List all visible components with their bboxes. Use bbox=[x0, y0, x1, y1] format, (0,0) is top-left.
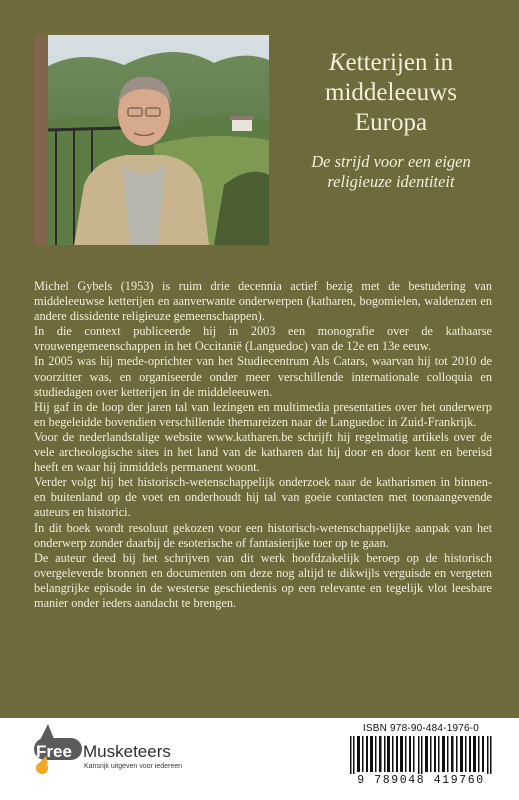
author-bio bbox=[34, 279, 492, 611]
bio-paragraph: In dit boek wordt resoluut gekozen voor een historisch-wetenschappelijke aanpak van het onderwerp zonder daarbij de esoterische of fantasierijke toer op te gaan. bbox=[34, 520, 492, 550]
title-initial: K bbox=[328, 49, 346, 76]
bio-paragraph: Verder volgt hij het historisch-wetenschappelijk onderzoek naar de katharismen in binnen- en buitenland op de voet en onderhoudt hij tal van goeie contacten met toonaangevende auteurs en historici. bbox=[34, 475, 492, 520]
bio-paragraph: Michel Gybels (1953) is ruim drie decennia actief bezig met de bestudering van middeleeuwse ketterijen en aanverwante onderwerpen (katharen, bogomielen, waldenzen en andere dissidente religieuze gemeenschappen). bbox=[34, 279, 492, 324]
title-line2: middeleeuws bbox=[325, 79, 457, 106]
barcode-digits: 9 789048 419760 bbox=[336, 774, 506, 787]
author-photo bbox=[34, 35, 269, 245]
title-block bbox=[288, 48, 494, 192]
publisher-name-free: Free bbox=[36, 742, 72, 761]
title-line1-rest: etterijen in bbox=[345, 49, 454, 76]
bio-paragraph: De auteur deed bij het schrijven van dit werk hoofdzakelijk beroep op de historisch overgeleverde bronnen en documenten om deze nog altijd te dikwijls verguisde en vergeten belangrijke episode in de westerse geschiedenis op een relevante en tegelijk vlot leesbare manier onder ieders aandacht te brengen. bbox=[34, 550, 492, 610]
author-photo-illustration bbox=[34, 35, 269, 245]
title-line3: Europa bbox=[354, 109, 428, 136]
bio-paragraph: Voor de nederlandstalige website www.katharen.be schrijft hij regelmatig artikels over de vele archeologische sites in het land van de katharen dat hij door en door kent en bereisd heeft en waar hij inmiddels permanent woont. bbox=[34, 429, 492, 475]
barcode bbox=[340, 736, 502, 776]
subtitle-line2: religieuze identiteit bbox=[327, 172, 455, 191]
book-title bbox=[288, 48, 494, 138]
book-subtitle bbox=[288, 152, 494, 192]
bio-paragraph: Hij gaf in de loop der jaren tal van lezingen en multimedia presentaties over het onderwerp en begeleidde bovendien verschillende themareizen naar de Languedoc in Zuid-Frankrijk. bbox=[34, 399, 492, 429]
bio-paragraph: In die context publiceerde hij in 2003 een monografie over de kathaarse vrouwengemeenschappen in het Occitanië (Languedoc) van de 12e en 13e eeuw. bbox=[34, 324, 492, 354]
publisher-tagline: Kansrijk uitgeven voor iedereen bbox=[84, 763, 183, 770]
isbn-label: ISBN 978-90-484-1976-0 bbox=[362, 723, 480, 734]
bio-paragraph: In 2005 was hij mede-oprichter van het Studiecentrum Als Catars, waarvan hij tot 2010 de voorzitter was, en organiseerde onder meer verschillende internationale colloquia en studiedagen over ketterijen in de middeleeuwen. bbox=[34, 354, 492, 399]
subtitle-line1: De strijd voor een eigen bbox=[311, 152, 471, 171]
publisher-name-musketeers: Musketeers bbox=[83, 742, 171, 761]
